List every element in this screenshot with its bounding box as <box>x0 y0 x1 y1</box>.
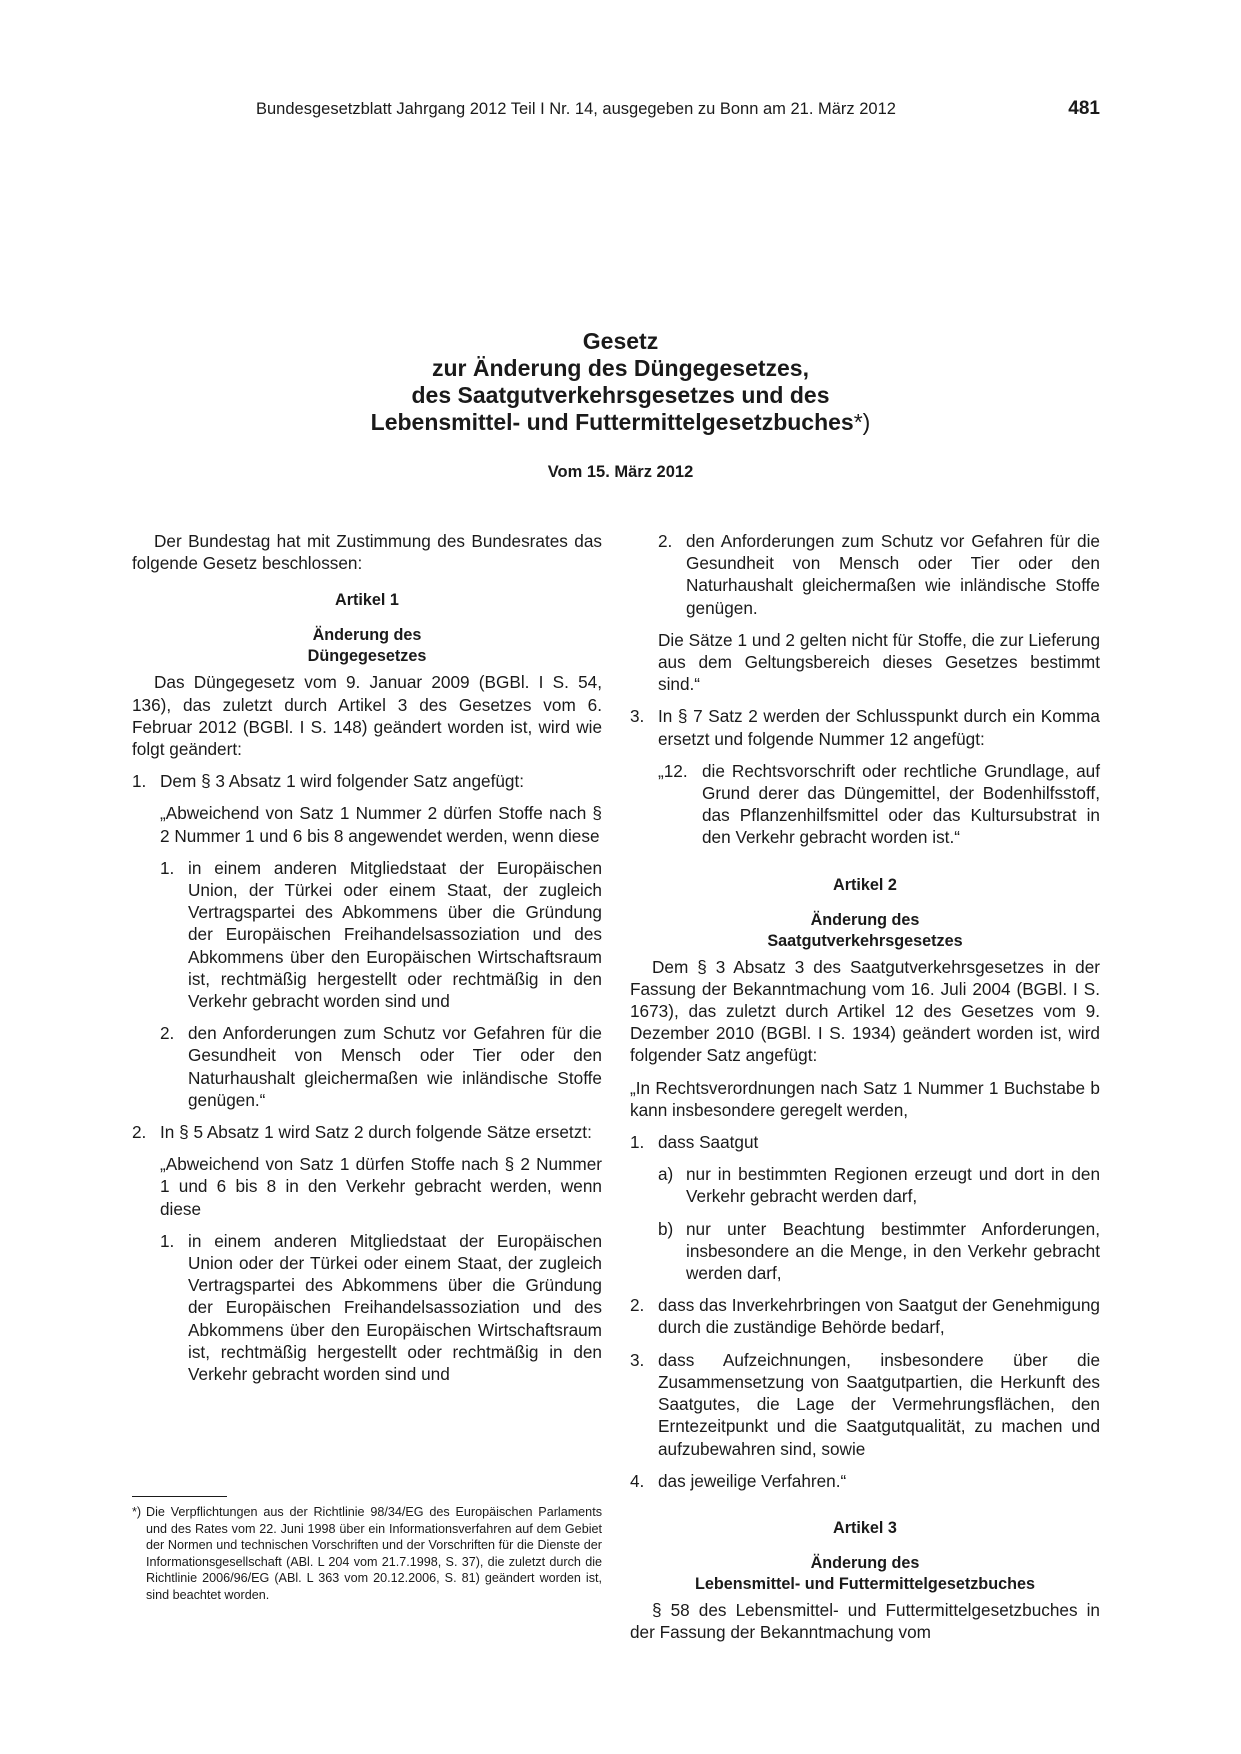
list-item <box>658 1218 1100 1285</box>
artikel-3-preamble: § 58 des Lebensmittel- und Futtermittelgesetzbuches in der Fassung der Bekanntmachung vom <box>630 1599 1100 1643</box>
law-date: Vom 15. März 2012 <box>547 463 694 481</box>
list-item-text: die Rechtsvorschrift oder rechtliche Grundlage, auf Grund derer das Düngemittel, der Bodenhilfsstoff, das Pflanzenhilfsmittel oder das Kultursubstrat in den Verkehr gebracht worden ist.“ <box>702 760 1100 848</box>
artikel-1-heading-line-2: Düngegesetzes <box>307 647 427 666</box>
list-item-text: In § 5 Absatz 1 wird Satz 2 durch folgende Sätze ersetzt: <box>160 1122 592 1143</box>
artikel-2-number: Artikel 2 <box>833 875 897 894</box>
running-title: Bundesgesetzblatt Jahrgang 2012 Teil I Nr. 14, ausgegeben zu Bonn am 21. März 2012 <box>256 100 896 118</box>
list-item-number: 4. <box>630 1470 645 1491</box>
artikel-3-heading-line-1: Änderung des <box>810 1553 920 1572</box>
list-item <box>658 1163 1100 1207</box>
list-item-number: 1. <box>160 857 175 878</box>
quoted-text: „In Rechtsverordnungen nach Satz 1 Nummer 1 Buchstabe b kann insbesondere geregelt werden, <box>630 1077 1100 1120</box>
list-item-text: dass Saatgut <box>658 1132 759 1153</box>
page-header <box>0 100 1241 124</box>
list-item-text: dass das Inverkehrbringen von Saatgut der Genehmigung durch die zuständige Behörde bedarf, <box>658 1295 1100 1338</box>
footnote <box>132 1504 602 1604</box>
list-item-text: den Anforderungen zum Schutz vor Gefahren für die Gesundheit von Mensch oder Tier oder den Naturhaushalt gleichermaßen wie inländische Stoffe genügen. <box>686 531 1100 618</box>
list-item <box>630 1470 1100 1492</box>
list-item-text: in einem anderen Mitgliedstaat der Europäischen Union, der Türkei oder einem Staat, der zugleich Vertragspartei des Abkommens über die Gründung der Europäischen Freihandelsassoziation und des Abkommens über den Europäischen Wirtschaftsraum ist, rechtmäßig hergestellt oder rechtmäßig in den Verkehr gebracht worden sind und <box>188 857 602 1012</box>
list-item <box>160 1230 602 1385</box>
quoted-text: „Abweichend von Satz 1 Nummer 2 dürfen Stoffe nach § 2 Nummer 1 und 6 bis 8 angewendet werden, wenn diese <box>160 803 602 846</box>
title-line-4 <box>0 409 1241 436</box>
list-item-number: 3. <box>630 706 645 727</box>
list-item-number: „12. <box>658 760 688 781</box>
list-item-number: 1. <box>630 1132 645 1153</box>
artikel-3-number: Artikel 3 <box>833 1518 897 1537</box>
list-item <box>132 770 602 792</box>
quoted-text: Die Sätze 1 und 2 gelten nicht für Stoffe, die zur Lieferung aus dem Geltungsbereich dieses Gesetzes bestimmt sind.“ <box>658 629 1100 695</box>
list-item-number: 2. <box>160 1023 175 1044</box>
list-item-number: 1. <box>132 771 147 792</box>
list-item-number: 3. <box>630 1349 645 1370</box>
list-item <box>132 1121 602 1143</box>
list-item <box>630 1294 1100 1338</box>
list-item <box>630 1349 1100 1460</box>
list-item-text: das jeweilige Verfahren.“ <box>658 1470 847 1491</box>
footnote-divider <box>132 1496 227 1497</box>
quoted-text: „Abweichend von Satz 1 dürfen Stoffe nach § 2 Nummer 1 und 6 bis 8 in den Verkehr gebracht werden, wenn diese <box>160 1154 602 1219</box>
page-number: 481 <box>1068 98 1100 119</box>
footnote-mark: *) <box>132 1505 142 1519</box>
title-line-3: des Saatgutverkehrsgesetzes und des <box>411 382 830 408</box>
list-item-number: 2. <box>630 1295 645 1316</box>
list-item-number: a) <box>658 1164 674 1185</box>
artikel-2-preamble: Dem § 3 Absatz 3 des Saatgutverkehrsgesetzes in der Fassung der Bekanntmachung vom 16. Juli 2004 (BGBl. I S. 1673), das zuletzt durch Artikel 12 des Gesetzes vom 9. Dezember 2010 (BGBl. I S. 1934) geändert worden ist, wird folgender Satz angefügt: <box>630 956 1100 1066</box>
artikel-2-heading-line-1: Änderung des <box>810 910 920 929</box>
artikel-1-heading-line-1: Änderung des <box>312 626 422 645</box>
list-item <box>658 530 1100 619</box>
artikel-2-heading-line-2: Saatgutverkehrsgesetzes <box>767 931 963 950</box>
artikel-1-preamble: Das Düngegesetz vom 9. Januar 2009 (BGBl. I S. 54, 136), das zuletzt durch Artikel 3 des Gesetzes vom 6. Februar 2012 (BGBl. I S. 148) geändert worden ist, wird wie folgt geändert: <box>132 672 602 760</box>
list-item <box>160 857 602 1012</box>
list-item-text: Dem § 3 Absatz 1 wird folgender Satz angefügt: <box>160 771 525 792</box>
law-title <box>0 328 1241 436</box>
footnote-text: Die Verpflichtungen aus der Richtlinie 98/34/EG des Europäischen Parlaments und des Rates vom 22. Juni 1998 über ein Informationsverfahren auf dem Gebiet der Normen und technischen Vorschriften und der Vorschriften für die Dienste der Informationsgesellschaft (ABl. L 204 vom 21.7.1998, S. 37), die zuletzt durch die Richtlinie 2006/96/EG (ABl. L 363 vom 20.12.2006, S. 81) geändert worden ist, sind beachtet worden. <box>146 1505 602 1602</box>
list-item-text: nur unter Beachtung bestimmter Anforderungen, insbesondere an die Menge, in den Verkehr gebracht werden darf, <box>686 1218 1100 1284</box>
list-item-text: den Anforderungen zum Schutz vor Gefahren für die Gesundheit von Mensch oder Tier oder den Naturhaushalt gleichermaßen wie inländische Stoffe genügen.“ <box>188 1023 602 1110</box>
list-item-number: 2. <box>658 531 673 551</box>
list-item <box>630 1131 1100 1153</box>
list-item <box>630 705 1100 749</box>
list-item <box>658 760 1100 849</box>
right-column <box>630 530 1100 1643</box>
title-line-4-text: Lebensmittel- und Futtermittelgesetzbuches <box>370 409 854 435</box>
list-item-number: b) <box>658 1218 674 1239</box>
title-line-1: Gesetz <box>582 328 659 354</box>
intro-paragraph: Der Bundestag hat mit Zustimmung des Bundesrates das folgende Gesetz beschlossen: <box>132 531 602 574</box>
list-item-text: nur in bestimmten Regionen erzeugt und dort in den Verkehr gebracht werden darf, <box>686 1164 1100 1207</box>
list-item-number: 2. <box>132 1122 147 1143</box>
artikel-1-number: Artikel 1 <box>335 591 399 610</box>
footnote-reference[interactable]: *) <box>853 409 871 435</box>
title-line-2: zur Änderung des Düngegesetzes, <box>431 355 809 381</box>
list-item-text: in einem anderen Mitgliedstaat der Europäischen Union oder der Türkei oder einem Staat, der zugleich Vertragspartei des Abkommens über die Gründung der Europäischen Freihandelsassoziation und des Abkommens über den Europäischen Wirtschaftsraum ist, rechtmäßig hergestellt oder rechtmäßig in den Verkehr gebracht worden sind und <box>188 1230 602 1385</box>
list-item-text: In § 7 Satz 2 werden der Schlusspunkt durch ein Komma ersetzt und folgende Nummer 12 angefügt: <box>658 706 1100 749</box>
list-item-number: 1. <box>160 1230 175 1251</box>
list-item-text: dass Aufzeichnungen, insbesondere über die Zusammensetzung von Saatgutpartien, die Herkunft des Saatgutes, die Lage der Vermehrungsflächen, den Erntezeitpunkt und die Saatgutqualität, zu machen und aufzubewahren sind, sowie <box>658 1349 1100 1459</box>
list-item <box>160 1022 602 1111</box>
artikel-3-heading-line-2: Lebensmittel- und Futtermittelgesetzbuches <box>695 1574 1035 1593</box>
left-column <box>132 530 602 1395</box>
